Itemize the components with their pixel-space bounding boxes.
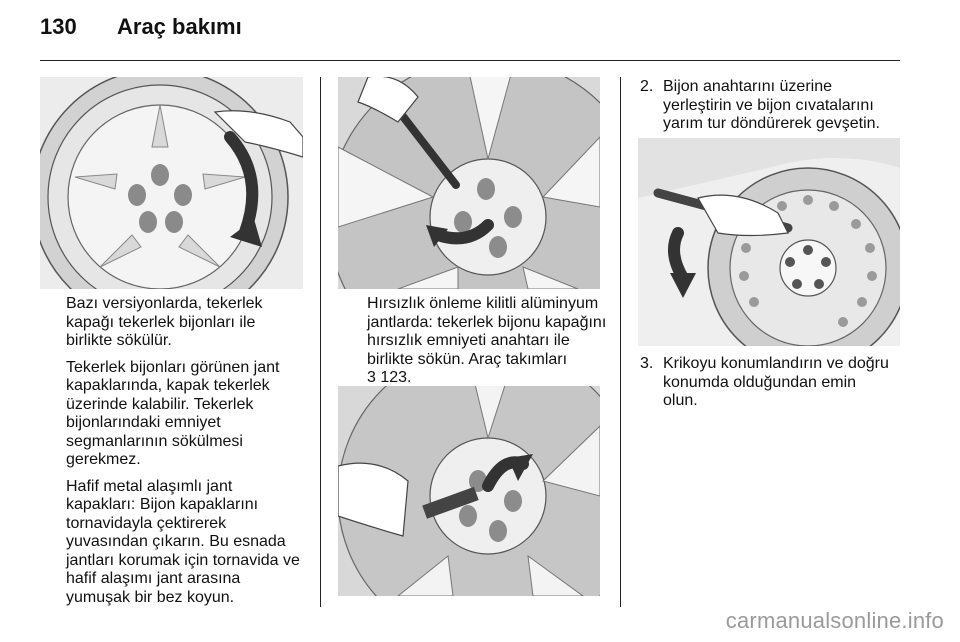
column2-paragraph: Hırsızlık önleme kilitli alüminyum jantlarda: tekerlek bijonu kapağını hırsızlık emniyeti anahtarı ile birlikte sökün. Araç takımları: [367, 295, 607, 368]
screwdriver-wheel-illustration: [338, 77, 600, 289]
step-2-number: 2.: [640, 78, 654, 95]
anti-theft-key-illustration: [338, 386, 600, 596]
column-divider-left: [320, 77, 321, 607]
step-2: [640, 78, 900, 138]
column1-text: [66, 295, 306, 607]
step-3-text: Krikoyu konumlandırın ve doğru konumda olduğundan emin olun.: [663, 355, 889, 409]
column1-paragraph-3: Hafif metal alaşımlı jant kapakları: Bijon kapaklarını tornavidayla çektirerek yuvasından çıkarın. Bu esnada jantları korumak için tornavida ve hafif alaşımı jant arasına yumuşak bir bez koyun.: [66, 477, 300, 606]
step-3: [640, 355, 900, 409]
column-divider-right: [620, 77, 621, 607]
step-3-number: 3.: [640, 355, 654, 372]
page-title: Araç bakımı: [117, 14, 242, 39]
page-reference-symbol: 3: [367, 369, 376, 386]
column1-paragraph-2: Tekerlek bijonları görünen jant kapaklarında, kapak tekerlek üzerinde kalabilir. Tekerlek bijonlarındaki emniyet segmanlarının sökülmesi gerekmez.: [66, 358, 280, 468]
lug-wrench-illustration: [638, 138, 900, 346]
wheel-cover-removal-illustration: [40, 77, 303, 289]
column2-text: [367, 295, 607, 388]
header-rule: [40, 60, 900, 61]
step-2-text: Bijon anahtarını üzerine yerleştirin ve bijon cıvatalarını yarım tur döndürerek gevşetin.: [663, 78, 880, 132]
watermark: carmanualsonline.info: [725, 608, 944, 633]
column1-paragraph-1: Bazı versiyonlarda, tekerlek kapağı tekerlek bijonları ile birlikte sökülür.: [66, 295, 263, 349]
page-reference-number: 123.: [380, 369, 412, 386]
page-number: 130: [40, 14, 77, 39]
